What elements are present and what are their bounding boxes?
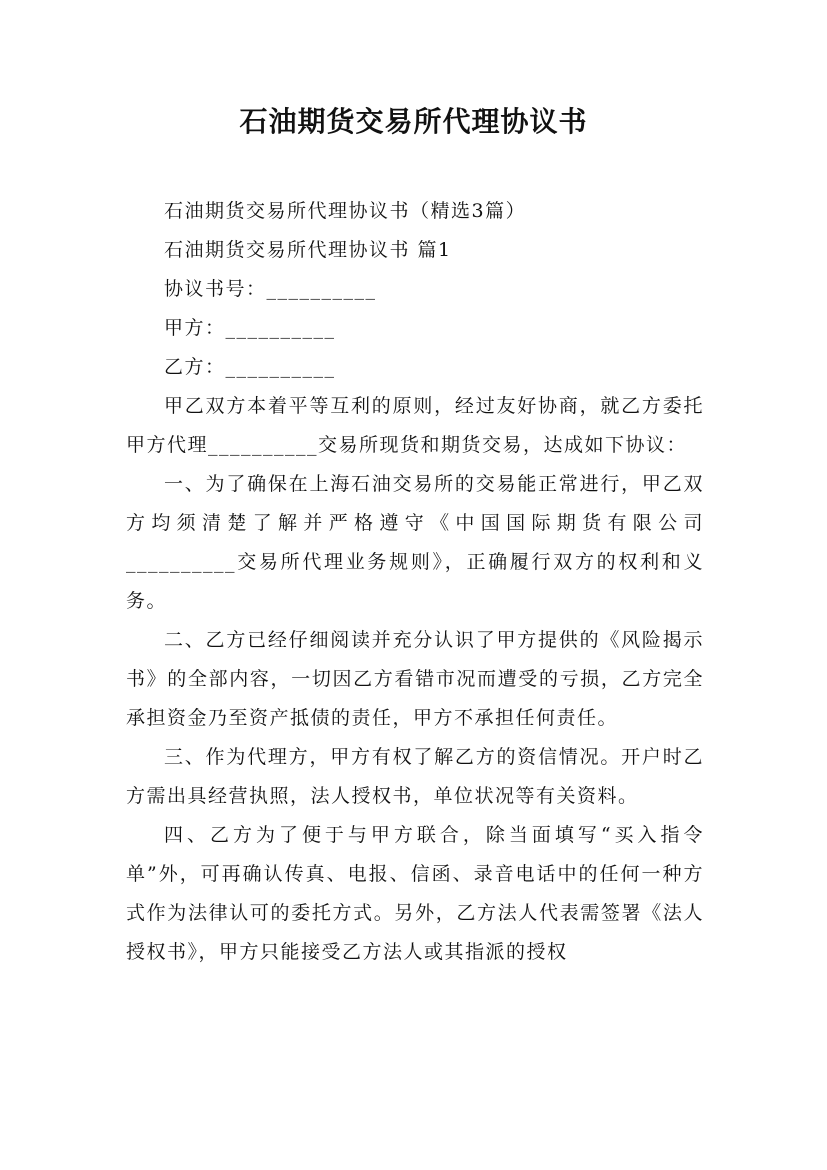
party-a-line: 甲方：__________ xyxy=(164,317,336,339)
document-title: 石油期货交易所代理协议书 xyxy=(239,105,588,138)
party-b-line: 乙方：__________ xyxy=(164,356,336,378)
paragraph-clause-2: 二、乙方已经仔细阅读并充分认识了甲方提供的《风险揭示书》的全部内容，一切因乙方看错市况而遭受的亏损，乙方完全承担资金乃至资产抵债的责任，甲方不承担任何责任。 xyxy=(126,629,704,729)
agreement-number-line: 协议书号：__________ xyxy=(164,278,377,300)
document-subtitle: 石油期货交易所代理协议书（精选3篇） xyxy=(164,200,527,222)
paragraph-clause-3: 三、作为代理方，甲方有权了解乙方的资信情况。开户时乙方需出具经营执照，法人授权书，单位状况等有关资料。 xyxy=(126,746,704,807)
paragraph-clause-1: 一、为了确保在上海石油交易所的交易能正常进行，甲乙双方均须清楚了解并严格遵守《中国国际期货有限公司__________交易所代理业务规则》，正确履行双方的权利和义务。 xyxy=(126,473,704,612)
section-heading: 石油期货交易所代理协议书 篇1 xyxy=(164,239,452,261)
document-body xyxy=(126,192,704,972)
paragraph-clause-4: 四、乙方为了便于与甲方联合，除当面填写“买入指令单”外，可再确认传真、电报、信函、录音电话中的任何一种方式作为法律认可的委托方式。另外，乙方法人代表需签署《法人授权书》，甲方只能接受乙方法人或其指派的授权 xyxy=(126,824,704,963)
paragraph-preamble: 甲乙双方本着平等互利的原则，经过友好协商，就乙方委托甲方代理__________交易所现货和期货交易，达成如下协议： xyxy=(126,395,704,456)
